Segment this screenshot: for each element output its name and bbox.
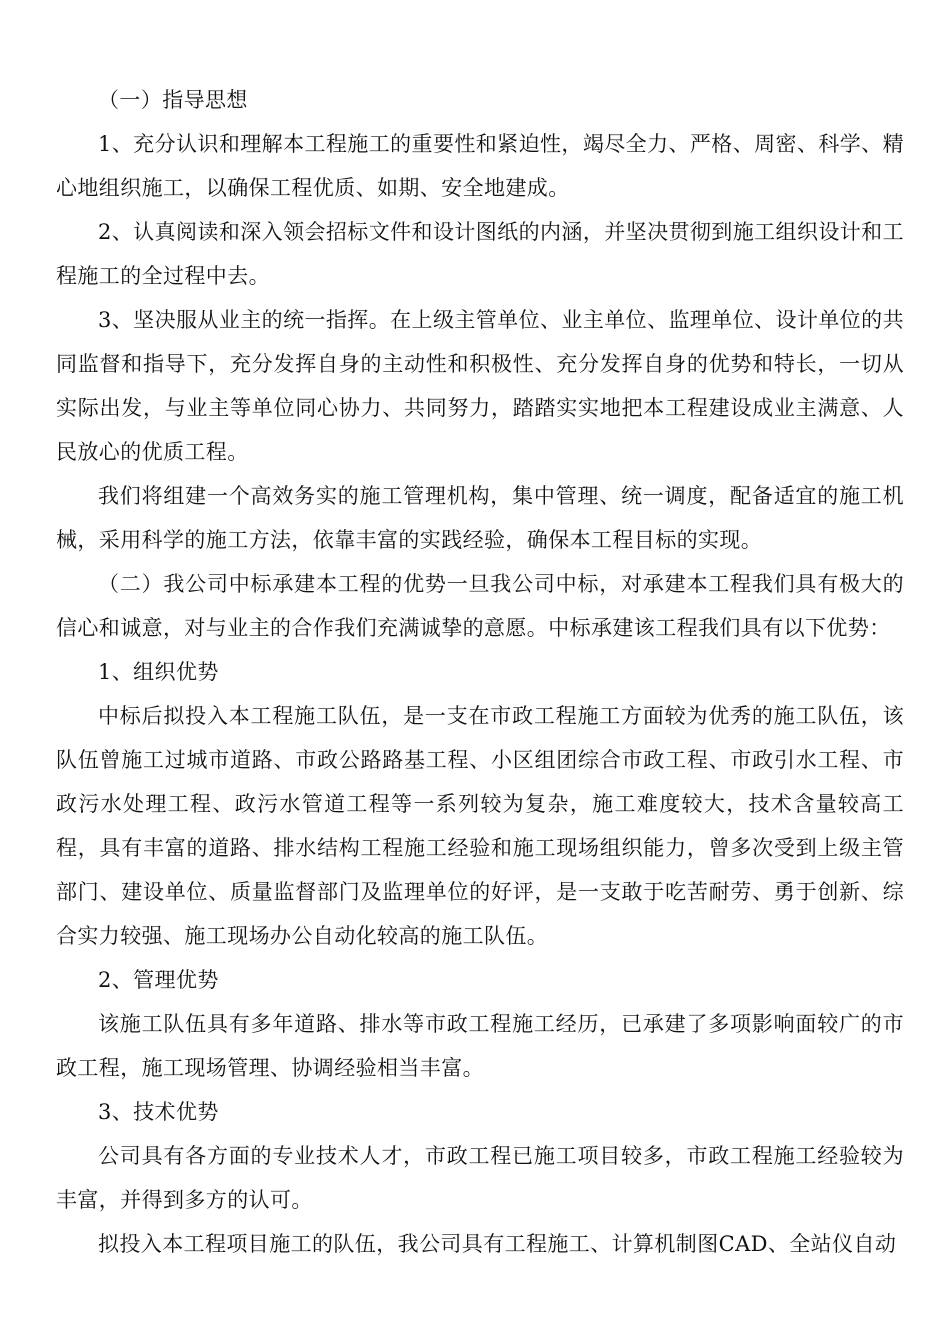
paragraph: 2、认真阅读和深入领会招标文件和设计图纸的内涵，并坚决贯彻到施工组织设计和工程施工的全过程中去。 <box>56 220 904 288</box>
paragraph: 3、坚决服从业主的统一指挥。在上级主管单位、业主单位、监理单位、设计单位的共同监督和指导下，充分发挥自身的主动性和积极性、充分发挥自身的优势和特长，一切从实际出发，与业主等单位同心协力、共同努力，踏踏实实地把本工程建设成业主满意、人民放心的优质工程。 <box>56 308 904 464</box>
paragraph: 拟投入本工程项目施工的队伍，我公司具有工程施工、计算机制图CAD、全站仪自动 <box>98 1232 897 1256</box>
paragraph: 我们将组建一个高效务实的施工管理机构，集中管理、统一调度，配备适宜的施工机械，采用科学的施工方法，依靠丰富的实践经验，确保本工程目标的实现。 <box>56 484 904 552</box>
paragraph: 中标后拟投入本工程施工队伍，是一支在市政工程施工方面较为优秀的施工队伍，该队伍曾施工过城市道路、市政公路路基工程、小区组团综合市政工程、市政引水工程、市政污水处理工程、政污水管道工程等一系列较为复杂，施工难度较大，技术含量较高工程，具有丰富的道路、排水结构工程施工经验和施工现场组织能力，曾多次受到上级主管部门、建设单位、质量监督部门及监理单位的好评，是一支敢于吃苦耐劳、勇于创新、综合实力较强、施工现场办公自动化较高的施工队伍。 <box>56 704 904 948</box>
paragraph: 1、充分认识和理解本工程施工的重要性和紧迫性，竭尽全力、严格、周密、科学、精心地组织施工，以确保工程优质、如期、安全地建成。 <box>56 132 904 200</box>
paragraph: 该施工队伍具有多年道路、排水等市政工程施工经历，已承建了多项影响面较广的市政工程，施工现场管理、协调经验相当丰富。 <box>56 1012 904 1080</box>
subheading-technical-advantage: 3、技术优势 <box>98 1100 219 1124</box>
section-heading-guiding-ideology: （一）指导思想 <box>98 88 248 112</box>
paragraph: 公司具有各方面的专业技术人才，市政工程已施工项目较多，市政工程施工经验较为丰富，并得到多方的认可。 <box>56 1144 904 1212</box>
subheading-organization-advantage: 1、组织优势 <box>98 660 219 684</box>
section-heading-advantages: （二）我公司中标承建本工程的优势一旦我公司中标，对承建本工程我们具有极大的信心和诚意，对与业主的合作我们充满诚挚的意愿。中标承建该工程我们具有以下优势： <box>56 572 904 640</box>
subheading-management-advantage: 2、管理优势 <box>98 968 219 992</box>
document-body <box>56 78 904 1266</box>
